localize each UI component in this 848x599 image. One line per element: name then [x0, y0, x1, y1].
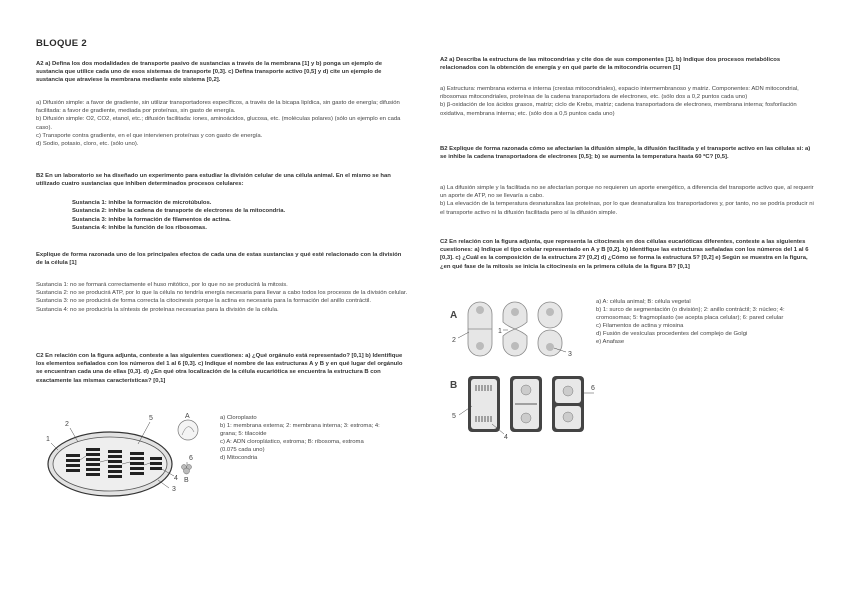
figure-label-5: 5 — [452, 413, 456, 420]
chloroplast-label-A: A — [185, 413, 190, 420]
page-title: BLOQUE 2 — [36, 38, 87, 49]
left-question-a2: A2 a) Defina los dos modalidades de transporte pasivo de sustancias a través de la membrana [1] y b) ponga un ejemplo de sustancia que utilice cada uno de esos sistemas de transporte [0,3]. c) Defina transporte activo [0,5] y d) cite un ejemplo de sustancia que atraviese la membrana mediante este sistema [0,2]. — [36, 61, 383, 84]
figure-label-6: 6 — [591, 385, 595, 392]
figure-label-B: B — [450, 380, 458, 391]
right-answer-b2-line: b) La elevación de la temperatura desnaturaliza las proteínas, por lo que desnaturaliza los transportadores y, por tanto, no se podría producir ni el transporte activo ni la difusión facilitada pero sí la difusión simple. — [440, 201, 814, 216]
right-question-c2: C2 En relación con la figura adjunta, que representa la citocinesis en dos células eucarióticas diferentes, conteste a las siguientes cuestiones: a) Indique el tipo celular representado en A y B [0,2]. b) Identifique las estructuras señaladas con los números del 1 al 6 [0,3]. c) ¿Cuál es la composición de la estructura 2? [0,2] d) ¿Cómo se forma la estructura 5? [0,2] e) Según se muestra en la figura, ¿en qué fase de la mitosis se inicia la citocinesis en la primera célula de la figura B? [0,1] — [440, 239, 809, 270]
right-answer-b2-line: a) La difusión simple y la facilitada no se afectarían porque no requieren un aporte energético, a diferencia del transporte activo que, al requerir un aporte de ATP, no se llevaría a cabo. — [440, 185, 814, 200]
chloroplast-label-2: 2 — [65, 421, 69, 428]
chloroplast-figure — [38, 410, 210, 502]
chloroplast-label-5: 5 — [149, 415, 153, 422]
figure-label-4: 4 — [504, 434, 508, 441]
right-answer-c2-line: a) A: célula animal; B: célula vegetal — [596, 299, 691, 305]
left-answer-b2-line: Sustancia 2: no se producirá ATP, por lo que la célula no tendría energía necesaria para llevar a cabo todos los procesos de la división celular. — [36, 290, 408, 297]
left-answer-a2 — [36, 99, 408, 148]
right-answer-a2 — [440, 85, 816, 118]
right-answer-c2-line: c) Filamentos de actina y miosina — [596, 323, 684, 330]
chloroplast-label-B: B — [184, 477, 189, 484]
right-answer-a2-line: a) Estructura: membrana externa e interna (crestas mitocondriales), espacio intermembranoso y matriz. Componentes: ADN mitocondrial, ribosomas mitocondriales, proteínas de la cadena transportadora de electrones, etc. (sólo dos a 0,2 puntos cada uno) — [440, 86, 799, 101]
substances-list — [72, 199, 285, 232]
left-answer-a2-line: c) Transporte contra gradiente, en el que intervienen proteínas y con gasto de energía. — [36, 132, 263, 139]
figure-label-2: 2 — [452, 337, 456, 344]
left-question-b2: B2 En un laboratorio se ha diseñado un experimento para estudiar la división celular de una célula animal. En el mismo se han utilizado cuatro sustancias que inhiben determinados procesos celulares: — [36, 173, 391, 188]
left-answer-c2-line: d) Mitocondria — [220, 455, 258, 462]
left-answer-c2-line: a) Cloroplasto — [220, 415, 257, 421]
chloroplast-label-3: 3 — [172, 486, 176, 493]
substance-item: Sustancia 3: inhibe la formación de filamentos de actina. — [72, 216, 231, 223]
chloroplast-label-1: 1 — [46, 436, 50, 443]
left-answer-a2-line: a) Difusión simple: a favor de gradiente, sin utilizar transportadores específicos, a través de la bicapa lipídica, sin gasto de energía; difusión facilitada: a favor de gradiente, mediada por proteínas, sin gasto de energía. — [36, 100, 400, 115]
left-answer-a2-line: d) Sodio, potasio, cloro, etc. (sólo uno). — [36, 141, 139, 148]
left-answer-c2-line: c) A: ADN cloroplástico, estroma; B: ribosoma, estroma (0.075 cada uno) — [220, 439, 364, 454]
right-answer-b2 — [440, 184, 816, 217]
left-question-b2-explain: Explique de forma razonada uno de los principales efectos de cada una de estas sustancias y qué esté relacionado con la división de la célula [1] — [36, 252, 402, 267]
left-question-c2: C2 En relación con la figura adjunta, conteste a las siguientes cuestiones: a) ¿Qué orgánulo está representado? [0,1] b) Identifique los elementos señalados con los números del 1 al 6 [0,3]. c) Indique el nombre de las estructuras A y B y en qué lugar del orgánulo se encuentran cada una de ellas [0,3]. d) ¿En qué otra localización de la célula eucariótica se encuentra la estructura B con exactamente las mismas características? [0,1] — [36, 353, 403, 384]
left-answer-a2-line: b) Difusión simple: O2, CO2, etanol, etc.; difusión facilitada: iones, aminoácidos, glucosa, etc. (moléculas polares) (sólo un ejemplo en cada caso). — [36, 116, 401, 131]
substance-item: Sustancia 1: inhibe la formación de microtúbulos. — [72, 200, 212, 206]
substance-item: Sustancia 4: inhibe la función de los ribosomas. — [72, 224, 207, 231]
right-answer-c2-line: d) Fusión de vesículas procedentes del complejo de Golgi — [596, 331, 748, 338]
left-answer-b2 — [36, 281, 408, 314]
right-answer-c2 — [596, 298, 808, 347]
right-answer-c2-line: e) Anafase — [596, 339, 625, 346]
chloroplast-label-4: 4 — [174, 475, 178, 482]
substance-item: Sustancia 2: inhibe la cadena de transporte de electrones de la mitocondria. — [72, 208, 286, 215]
right-question-a2: A2 a) Describa la estructura de las mitocondrias y cite dos de sus componentes [1]. b) Indique dos procesos metabólicos relacionados con la obtención de energía y en qué parte de la mitocondria ocurren [1] — [440, 57, 781, 72]
chloroplast-label-6: 6 — [189, 455, 193, 462]
right-question-b2: B2 Explique de forma razonada cómo se afectarían la difusión simple, la difusión facilitada y el transporte activo en las células si: a) se inhibe la cadena transportadora de electrones [0,5]; b) se aumenta la temperatura hasta 60 ºC? [0,5]. — [440, 146, 811, 161]
figure-label-A: A — [450, 310, 458, 321]
right-answer-a2-line: b) β-oxidación de los ácidos grasos, matriz; ciclo de Krebs, matriz; cadena transportadora de electrones, membrana interna; fosforilación oxidativa, membrana interna; etc. (sólo dos a 0,5 puntos cada uno) — [440, 102, 797, 117]
left-answer-c2 — [220, 414, 382, 463]
left-answer-c2-line: b) 1: membrana externa; 2: membrana interna; 3: estroma; 4: grana; 5: tilacoide — [220, 423, 380, 438]
left-answer-b2-line: Sustancia 1: no se formará correctamente el huso mitótico, por lo que no se producirá la mitosis. — [36, 282, 288, 288]
figure-label-3: 3 — [568, 351, 572, 358]
figure-label-1: 1 — [498, 328, 502, 335]
right-answer-c2-line: b) 1: surco de segmentación (o división); 2: anillo contráctil; 3: núcleo; 4: cromosomas; 5: fragmoplasto (se acepta placa celular); 6: pared celular — [596, 307, 785, 322]
left-answer-b2-line: Sustancia 3: no se producirá de forma correcta la citocinesis porque la actina es necesaria para la formación del anillo contráctil. — [36, 298, 371, 305]
cytokinesis-figure — [448, 296, 600, 442]
left-answer-b2-line: Sustancia 4: no se produciría la síntesis de proteínas necesarias para la división de la célula. — [36, 306, 279, 313]
